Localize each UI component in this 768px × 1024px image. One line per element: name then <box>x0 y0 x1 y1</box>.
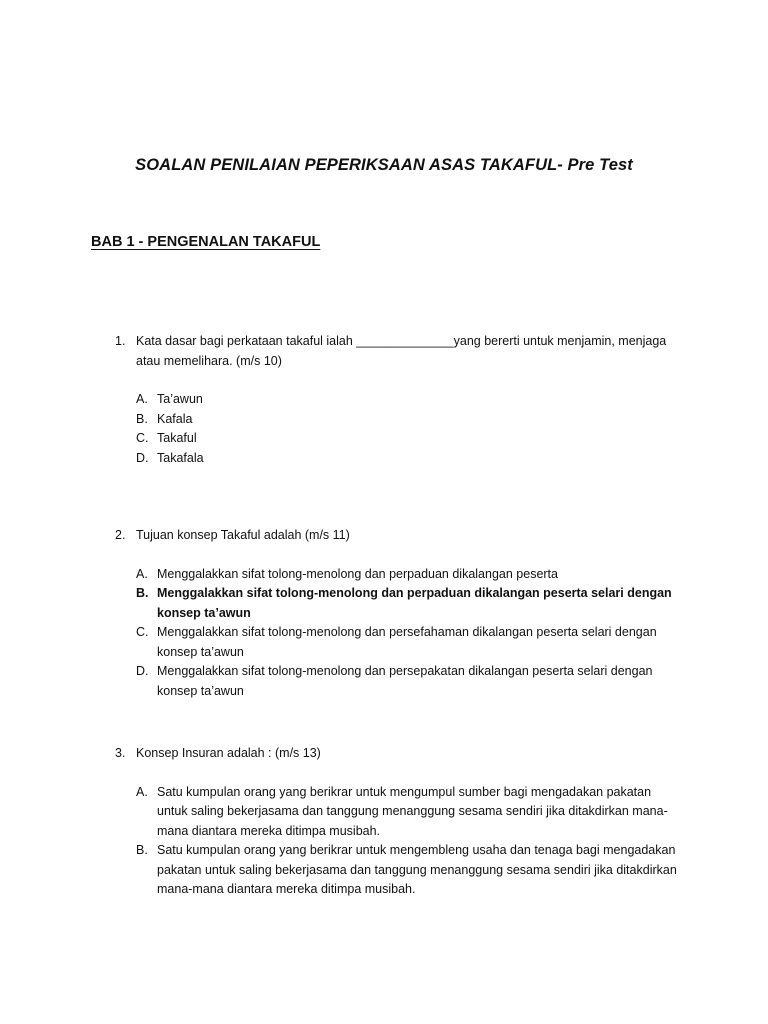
option-letter: B. <box>136 843 148 857</box>
question-2 <box>0 526 768 701</box>
option-letter: D. <box>136 450 149 465</box>
options-list <box>0 390 768 468</box>
option-b[interactable] <box>0 584 768 623</box>
question-number: 3. <box>115 746 126 760</box>
options-list <box>0 565 768 702</box>
option-a[interactable] <box>0 565 768 585</box>
option-text: Menggalakkan sifat tolong-menolong dan perpaduan dikalangan peserta selari dengan konsep ta’awun <box>157 586 672 620</box>
option-text: Kafala <box>157 411 193 426</box>
option-text: Menggalakkan sifat tolong-menolong dan persefahaman dikalangan peserta selari dengan konsep ta’awun <box>157 625 657 659</box>
option-letter: B. <box>136 586 149 600</box>
option-c[interactable] <box>0 623 768 662</box>
option-text: Menggalakkan sifat tolong-menolong dan persepakatan dikalangan peserta selari dengan konsep ta’awun <box>157 664 653 698</box>
options-list <box>0 783 768 900</box>
option-letter: C. <box>136 625 149 639</box>
option-text: Satu kumpulan orang yang berikrar untuk mengumpul sumber bagi mengadakan pakatan untuk saling bekerjasama dan tanggung menanggung sesama sendiri jika ditakdirkan mana-mana diantara mereka ditimpa musibah. <box>157 784 668 838</box>
option-b[interactable] <box>0 841 768 900</box>
option-text: Satu kumpulan orang yang berikrar untuk mengembleng usaha dan tenaga bagi mengadakan pakatan untuk saling bekerjasama dan tanggung menanggung sesama sendiri jika ditakdirkan mana-mana diantara mereka ditimpa musibah. <box>157 843 677 896</box>
option-c[interactable] <box>0 429 768 449</box>
question-text: Tujuan konsep Takaful adalah (m/s 11) <box>136 528 350 542</box>
document-title: SOALAN PENILAIAN PEPERIKSAAN ASAS TAKAFUL- Pre Test <box>135 156 633 174</box>
option-letter: B. <box>136 411 148 426</box>
question-1 <box>0 332 768 468</box>
option-text: Ta’awun <box>157 392 203 406</box>
question-text: Konsep Insuran adalah : (m/s 13) <box>136 746 321 760</box>
chapter-heading: BAB 1 - PENGENALAN TAKAFUL <box>91 234 321 250</box>
option-a[interactable] <box>0 783 768 842</box>
question-3 <box>0 744 768 900</box>
option-letter: D. <box>136 664 149 678</box>
option-d[interactable] <box>0 662 768 701</box>
option-a[interactable] <box>0 390 768 410</box>
option-letter: C. <box>136 431 149 445</box>
question-text: Kata dasar bagi perkataan takaful ialah ______________yang bererti untuk menjamin, menjaga atau memelihara. (m/s 10) <box>136 334 667 368</box>
option-d[interactable] <box>0 449 768 469</box>
option-letter: A. <box>136 566 148 581</box>
option-letter: A. <box>136 784 148 799</box>
question-number: 2. <box>115 528 126 542</box>
option-b[interactable] <box>0 410 768 430</box>
option-letter: A. <box>136 392 148 406</box>
question-number: 1. <box>115 334 126 348</box>
option-text: Takafala <box>157 450 204 465</box>
option-text: Takaful <box>157 431 197 445</box>
option-text: Menggalakkan sifat tolong-menolong dan perpaduan dikalangan peserta <box>157 566 558 581</box>
